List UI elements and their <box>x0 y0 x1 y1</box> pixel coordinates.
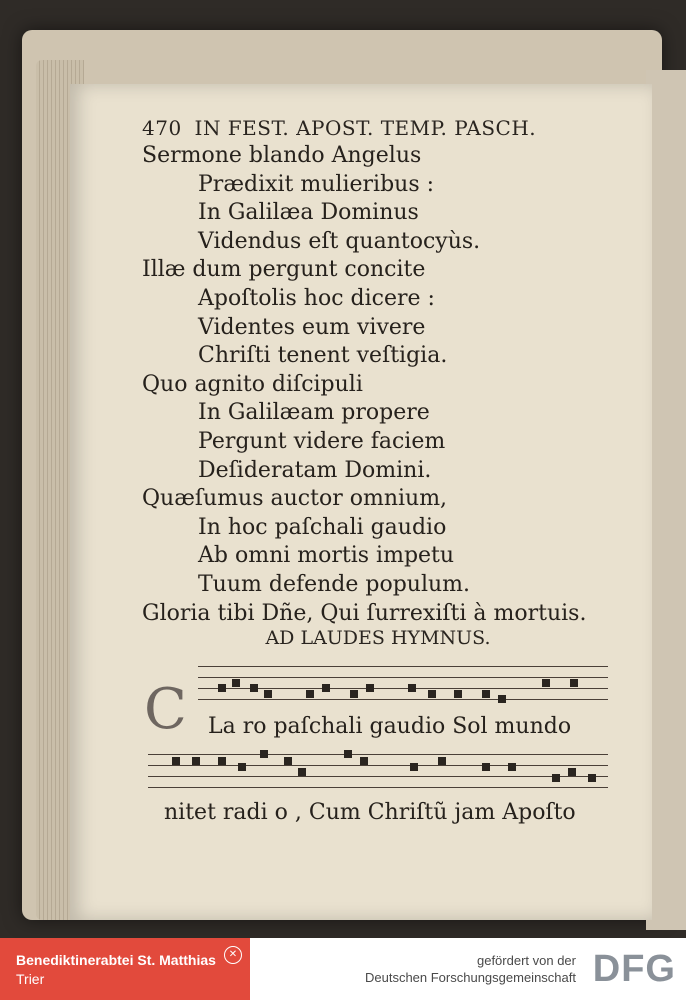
section-heading: AD LAUDES HYMNUS. <box>265 627 491 649</box>
hymn-line: Pergunt videre faciem <box>198 428 446 454</box>
hymn-text <box>142 142 586 628</box>
footer-bar <box>0 938 686 1000</box>
institution-badge[interactable] <box>0 938 250 1000</box>
page-header <box>142 116 536 140</box>
hymn-line: Chriſti tenent veſtigia. <box>198 343 448 369</box>
music-staff-2 <box>148 750 608 794</box>
page-number: 470 <box>142 116 182 140</box>
hymn-line: Quæſumus auctor omnium, <box>142 486 448 512</box>
hymn-line: In Galilæam propere <box>198 400 430 426</box>
hymn-line: Quo agnito diſcipuli <box>142 371 363 397</box>
abbey-logo-icon: ✕ <box>224 946 242 964</box>
hymn-line: Illæ dum pergunt concite <box>142 257 426 283</box>
hymn-line: Sermone blando Angelus <box>142 143 422 168</box>
hymn-line: In Galilæa Dominus <box>198 200 419 226</box>
hymn-line: Apoſtolis hoc dicere : <box>198 285 435 311</box>
hymn-line: Videntes eum vivere <box>198 314 426 340</box>
hymn-line: Deſideratam Domini. <box>198 457 432 483</box>
institution-name: Benediktinerabtei St. Matthias <box>16 952 216 968</box>
music-staff-1 <box>198 660 608 704</box>
hymn-line: In hoc paſchali gaudio <box>198 514 447 540</box>
funding-line-1: gefördert von der <box>476 953 576 968</box>
chant-lyrics-line-2: nitet radi o , Cum Chriſtũ jam Apoſto <box>164 800 576 825</box>
hymn-line: Tuum defende populum. <box>198 571 471 597</box>
funding-note <box>365 952 576 986</box>
funding-line-2: Deutschen Forschungsgemeinschaft <box>364 970 576 985</box>
decorated-initial: C <box>144 677 187 742</box>
hymn-line: Ab omni mortis impetu <box>198 543 455 569</box>
page-title: IN FEST. APOST. TEMP. PASCH. <box>194 116 537 140</box>
dfg-logo[interactable]: DFG <box>592 948 676 990</box>
hymn-line: Videndus eſt quantocyùs. <box>198 228 481 254</box>
institution-city: Trier <box>16 971 45 987</box>
facing-page-edge <box>646 70 686 930</box>
hymn-line: Prædixit mulieribus : <box>198 171 435 197</box>
hymn-line: Gloria tibi Dñe, Qui ſurrexiſti à mortuis. <box>142 600 587 626</box>
chant-lyrics-line-1: La ro paſchali gaudio Sol mundo <box>208 714 572 739</box>
